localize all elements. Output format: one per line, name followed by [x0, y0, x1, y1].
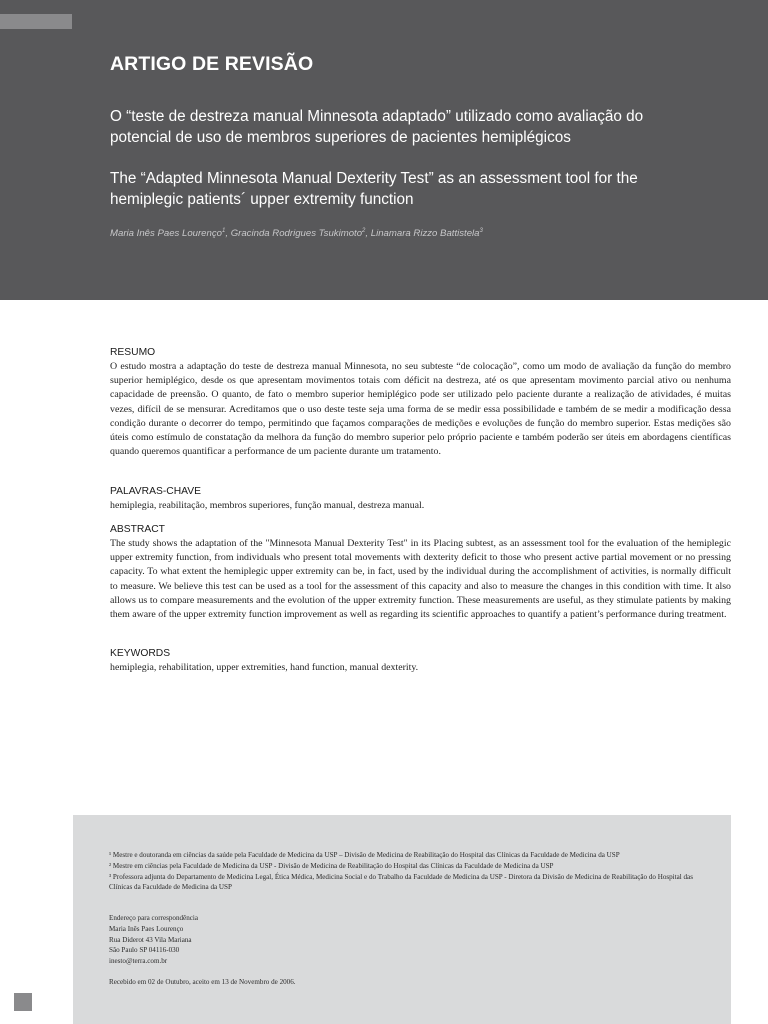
author-list — [110, 228, 710, 239]
resumo-section — [110, 347, 731, 459]
article-title-portuguese: O “teste de destreza manual Minnesota adaptado” utilizado como avaliação do potencial de uso de membros superiores de pacientes hemiplégicos — [110, 108, 644, 146]
keywords-section — [110, 648, 731, 675]
resumo-heading: RESUMO — [110, 347, 156, 358]
abstract-section — [110, 524, 731, 622]
correspondence-city: São Paulo SP 04116-030 — [109, 946, 180, 955]
abstract-paragraph: The study shows the adaptation of the "Minnesota Manual Dexterity Test" in its Placing subtest, as an assessment tool for the evaluation of the hemiplegic upper extremity function, from individuals who present total movements with dexterity deficit to those who present active partial movement or no pressing capacity. To what extent the hemiplegic upper extremity can be, in fact, used by the individual during the accomplishment of activities, is normally difficult to measure. We believe this test can be used as a tool for the assessment of this capacity and also to measure the changes in this condition with time. It also allows us to compare measurements and the evolution of the upper extremity function. These measurements are useful, as they stimulate patients by making them aware of the upper extremity function improvement as well as regarding its scientific approaches to quantify a patient’s performance during treatment. — [110, 538, 731, 621]
author-name: Gracinda Rodrigues Tsukimoto — [230, 228, 363, 240]
affiliation-notes — [109, 850, 709, 893]
correspondence-name: Maria Inês Paes Lourenço — [109, 924, 184, 933]
correspondence-street: Rua Diderot 43 Vila Mariana — [109, 935, 192, 944]
author-separator: , — [365, 228, 371, 240]
author-separator: , — [225, 228, 231, 240]
section-label: ARTIGO DE REVISÃO — [110, 53, 314, 75]
author-affiliation-mark: 3 — [479, 228, 483, 234]
page-corner-square — [14, 993, 32, 1011]
correspondence-email: inesto@terra.com.br — [109, 957, 168, 966]
footnote-box — [73, 815, 731, 1024]
article-title-english: The “Adapted Minnesota Manual Dexterity Test” as an assessment tool for the hemiplegic patients´ upper extremity function — [110, 170, 638, 208]
affiliation-note: ¹ Mestre e doutoranda em ciências da saúde pela Faculdade de Medicina da USP – Divisão de Medicina de Reabilitação do Hospital das Clínicas da Faculdade de Medicina da USP — [109, 851, 620, 859]
header-band — [0, 0, 768, 300]
keywords-heading: KEYWORDS — [110, 648, 171, 659]
received-dates: Recebido em 02 de Outubro, aceito em 13 de Novembro de 2006. — [109, 978, 296, 986]
abstract-heading: ABSTRACT — [110, 524, 165, 535]
corner-tab-decoration — [0, 14, 72, 29]
author-affiliation-mark: 1 — [222, 228, 226, 234]
affiliation-note: ³ Professora adjunta do Departamento de Medicina Legal, Ética Médica, Medicina Social e do Trabalho da Faculdade de Medicina da USP - Diretora da Divisão de Medicina de Reabilitação do Hospital das Clínicas da Faculdade de Medicina da USP — [109, 872, 693, 892]
author-name: Linamara Rizzo Battistela — [370, 228, 480, 240]
palavras-chave-text: hemiplegia, reabilitação, membros superiores, função manual, destreza manual. — [110, 500, 425, 511]
palavras-chave-heading: PALAVRAS-CHAVE — [110, 486, 201, 497]
resumo-paragraph: O estudo mostra a adaptação do teste de destreza manual Minnesota, no seu subteste “de colocação”, como um modo de avaliação da função do membro superior hemiplégico, desde os que apresentam movimentos totais com déficit na destreza, até os que apresentam movimento parcial ativo ou nenhuma capacidade de preensão. O quanto, de fato o membro superior hemiplégico pode ser utilizado pelo paciente durante a realização de atividades, é muitas vezes, difícil de se mensurar. Acreditamos que o uso deste teste seja uma forma de se medir essa possibilidade e também de se medir a modificação dessa condição durante o decorrer do tempo, permitindo que façamos comparações de medições e evoluções de função do membro superior. Estas medições são úteis como estímulo de constatação da melhora da função do membro superior pelo próprio paciente e também poderão ser úteis em abordagens científicas quando queremos quantificar a performance de um paciente durante um tratamento. — [110, 361, 731, 458]
correspondence-heading: Endereço para correspondência — [109, 914, 199, 922]
correspondence-block — [109, 913, 709, 967]
keywords-text: hemiplegia, rehabilitation, upper extremities, hand function, manual dexterity. — [110, 662, 419, 673]
palavras-chave-section — [110, 486, 731, 513]
affiliation-note: ² Mestre em ciências pela Faculdade de Medicina da USP - Divisão de Medicina de Reabilitação do Hospital das Clínicas da Faculdade de Medicina da USP — [109, 861, 554, 870]
author-affiliation-mark: 2 — [362, 228, 366, 234]
author-name: Maria Inês Paes Lourenço — [110, 228, 222, 240]
